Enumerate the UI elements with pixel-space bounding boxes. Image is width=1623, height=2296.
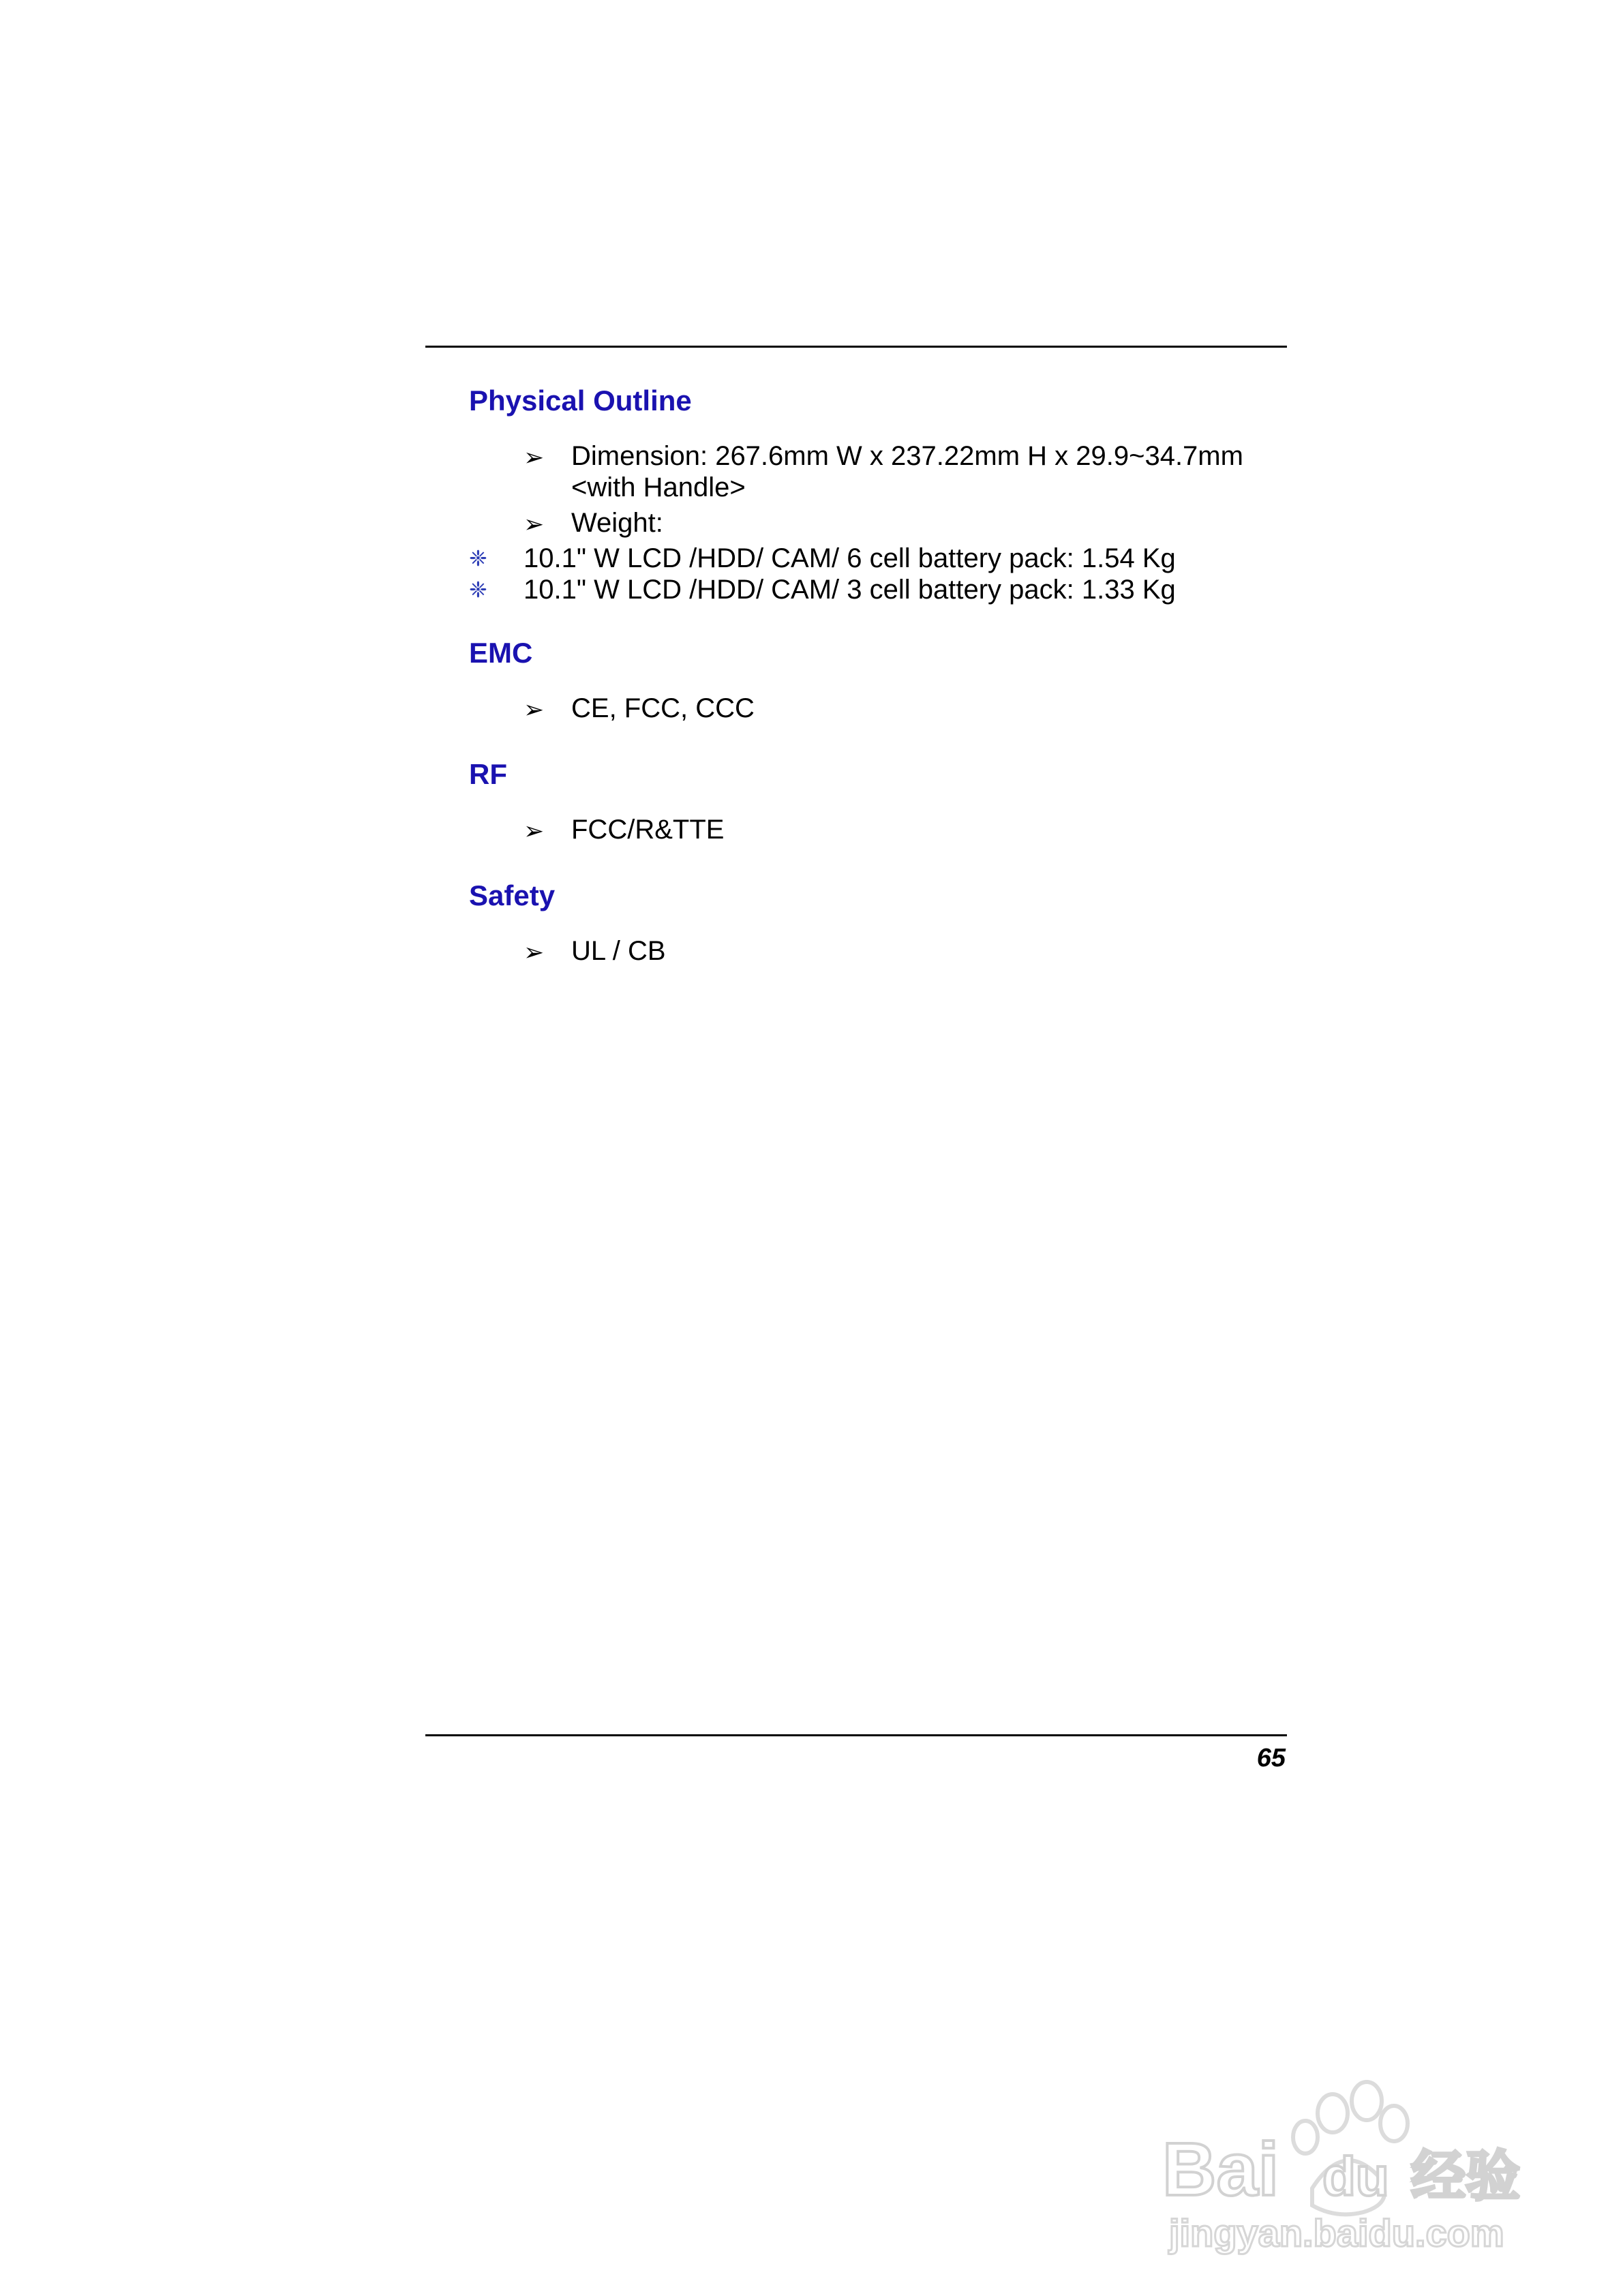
page-number: 65 xyxy=(1256,1744,1286,1772)
heading-physical-outline: Physical Outline xyxy=(469,384,692,417)
dimension-note: <with Handle> xyxy=(571,472,746,502)
safety-text: UL / CB xyxy=(571,936,666,966)
physical-list xyxy=(469,440,1243,605)
sub-list-item xyxy=(367,543,1243,574)
heading-emc: EMC xyxy=(469,637,533,669)
safety-list xyxy=(469,935,666,967)
list-item-emc xyxy=(469,693,755,724)
snowflake-bullet-icon: ❈ xyxy=(469,577,487,602)
arrow-bullet-icon: ➢ xyxy=(524,938,545,966)
snowflake-bullet-icon: ❈ xyxy=(469,546,487,571)
arrow-bullet-icon: ➢ xyxy=(524,817,545,845)
svg-text:经验: 经验 xyxy=(1411,2145,1520,2208)
emc-text: CE, FCC, CCC xyxy=(571,693,755,723)
section-safety xyxy=(469,877,666,971)
dimension-text: Dimension: 267.6mm W x 237.22mm H x 29.9~34.7mm xyxy=(571,441,1243,471)
footer-rule xyxy=(425,1734,1287,1736)
weight-item-text: 10.1" W LCD /HDD/ CAM/ 3 cell battery pack: 1.33 Kg xyxy=(524,575,1176,605)
weight-sublist xyxy=(367,543,1243,605)
rf-list xyxy=(469,814,724,845)
sub-list-item xyxy=(367,574,1243,605)
list-item-weight xyxy=(469,507,1243,539)
arrow-bullet-icon: ➢ xyxy=(524,510,545,538)
svg-text:du: du xyxy=(1322,2146,1389,2207)
header-rule xyxy=(425,346,1287,348)
arrow-bullet-icon: ➢ xyxy=(524,443,545,471)
watermark-brand-text: Bai xyxy=(1162,2128,1279,2211)
list-item-safety xyxy=(469,935,666,967)
weight-label: Weight: xyxy=(571,508,663,538)
arrow-bullet-icon: ➢ xyxy=(524,695,545,723)
rf-text: FCC/R&TTE xyxy=(571,815,725,845)
list-item-rf xyxy=(469,814,724,845)
heading-rf: RF xyxy=(469,758,507,790)
list-item-dimension xyxy=(469,440,1243,503)
baidu-watermark-logo xyxy=(1159,2059,1541,2263)
heading-safety: Safety xyxy=(469,879,556,911)
section-emc xyxy=(469,634,755,728)
section-physical-outline xyxy=(469,382,1243,605)
svg-text:jingyan.baidu.com: jingyan.baidu.com xyxy=(1169,2211,1504,2254)
emc-list xyxy=(469,693,755,724)
section-rf xyxy=(469,755,724,849)
weight-item-text: 10.1" W LCD /HDD/ CAM/ 6 cell battery pack: 1.54 Kg xyxy=(524,543,1176,573)
